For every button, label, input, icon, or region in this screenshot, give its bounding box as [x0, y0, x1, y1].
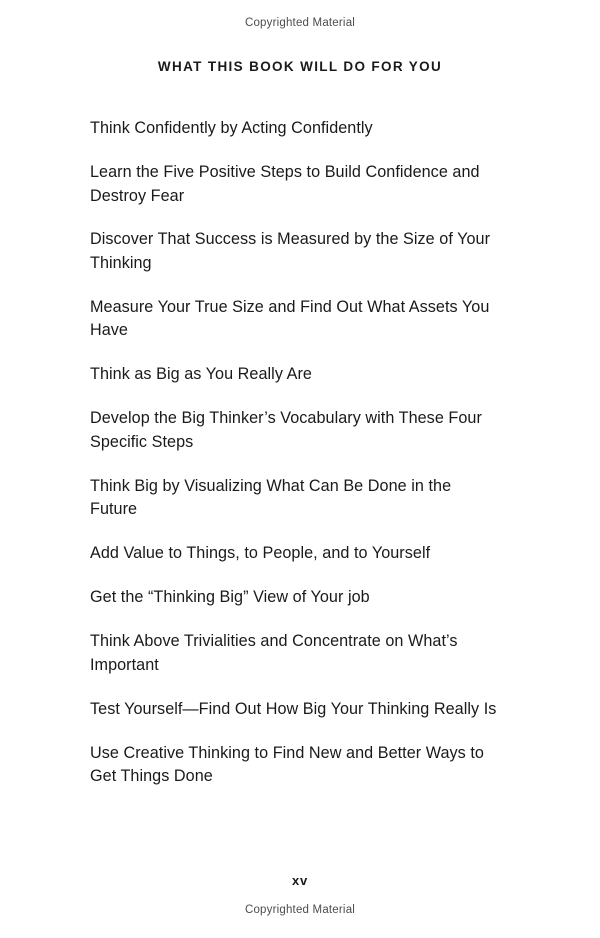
list-item: Use Creative Thinking to Find New and Better Ways to Get Things Done: [90, 743, 484, 786]
list-item: Measure Your True Size and Find Out What Assets You Have: [90, 297, 490, 340]
list-item: Develop the Big Thinker’s Vocabulary with These Four Specific Steps: [90, 409, 482, 451]
list-item: Get the “Thinking Big” View of Your job: [90, 588, 370, 607]
benefits-list: [0, 117, 600, 809]
copyright-watermark-bottom: Copyrighted Material: [244, 904, 356, 916]
list-item: Think Confidently by Acting Confidently: [90, 119, 373, 138]
list-item: Think Big by Visualizing What Can Be Done in the Future: [90, 476, 452, 519]
list-item: Learn the Five Positive Steps to Build Confidence and Destroy Fear: [90, 163, 480, 205]
list-item: Discover That Success is Measured by the Size of Your Thinking: [90, 230, 491, 272]
page-title: WHAT THIS BOOK WILL DO FOR YOU: [157, 59, 443, 74]
copyright-watermark-top: Copyrighted Material: [244, 17, 356, 29]
list-item: Think Above Trivialities and Concentrate on What’s Important: [90, 632, 458, 674]
page-number: xv: [291, 873, 309, 888]
list-item: Test Yourself—Find Out How Big Your Thinking Really Is: [90, 699, 497, 718]
list-item: Add Value to Things, to People, and to Yourself: [90, 544, 431, 563]
list-item: Think as Big as You Really Are: [90, 365, 312, 384]
